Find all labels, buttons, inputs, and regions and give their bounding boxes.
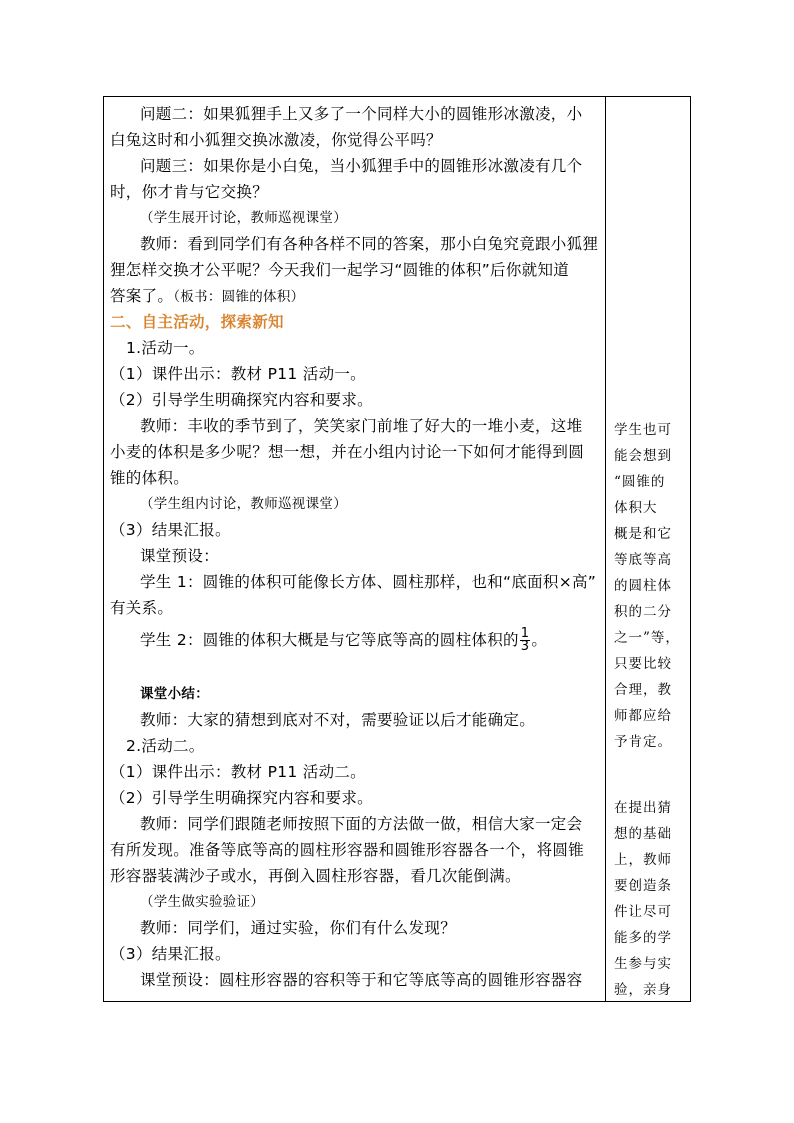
side-note-1-line: 能会想到 (614, 448, 672, 464)
teacher-experiment-line2: 有所发现。准备等底等高的圆柱形容器和圆锥形容器各一个，将圆锥 (110, 841, 585, 859)
section-heading-2: 二、自主活动，探索新知 (110, 313, 284, 331)
teacher-line1: 教师：看到同学们有各种各样不同的答案，那小白兔究竟跟小狐狸 (140, 235, 599, 253)
summary-title: 课堂小结： (140, 686, 209, 702)
question-two-line1: 问题二：如果狐狸手上又多了一个同样大小的圆锥形冰激凌，小 (140, 105, 583, 123)
side-note-2-line: 想的基础 (614, 826, 672, 842)
teacher-line3 (110, 286, 304, 307)
class-preset-label: 课堂预设： (140, 547, 220, 565)
question-three-line2: 时，你才肯与它交换？ (110, 183, 269, 201)
activity-one-step2: （2）引导学生明确探究内容和要求。 (110, 391, 373, 409)
side-note-1-line: 积的二分 (614, 604, 672, 620)
column-divider (605, 96, 606, 1002)
question-three-line1: 问题三：如果你是小白兔，当小狐狸手中的圆锥形冰激凌有几个 (140, 157, 583, 175)
activity-two-step1: （1）课件出示：教材 P11 活动二。 (110, 763, 366, 781)
one-third-fraction (520, 628, 531, 653)
activity-two-step3: （3）结果汇报。 (110, 945, 231, 963)
teacher-wheat-line3: 锥的体积。 (110, 469, 190, 487)
group-discussion-note: （学生组内讨论，教师巡视课堂） (140, 496, 347, 512)
activity-two-step2: （2）引导学生明确探究内容和要求。 (110, 789, 373, 807)
fraction-numerator: 1 (520, 626, 530, 641)
activity-one-step1: （1）课件出示：教材 P11 活动一。 (110, 365, 366, 383)
side-note-1-line: 学生也可 (614, 422, 672, 438)
side-note-2-line: 生参与实 (614, 956, 672, 972)
side-note-2-line: 能多的学 (614, 930, 672, 946)
side-note-1-line: 师都应给 (614, 708, 672, 724)
side-note-2-line: 上，教师 (614, 852, 672, 868)
side-note-1-line: 只要比较 (614, 656, 672, 672)
teacher-wheat-line1: 教师：丰收的季节到了，笑笑家门前堆了好大的一堆小麦，这堆 (140, 417, 583, 435)
teacher-question: 教师：同学们，通过实验，你们有什么发现？ (140, 919, 457, 937)
activity-two-title: 2.活动二。 (126, 737, 205, 755)
side-note-1-line: “圆锥的 (614, 474, 666, 490)
side-note-1-line: 予肯定。 (614, 734, 672, 750)
student1-line1: 学生 1：圆锥的体积可能像长方体、圆柱那样，也和“底面积×高” (140, 573, 597, 591)
teacher-wheat-line2: 小麦的体积是多少呢？想一想，并在小组内讨论一下如何才能得到圆 (110, 443, 585, 461)
side-note-1-line: 等底等高 (614, 552, 672, 568)
board-note: （板书：圆锥的体积） (173, 289, 305, 305)
side-note-2-line: 验，亲身 (614, 982, 672, 998)
side-note-1-line: 合理，教 (614, 682, 672, 698)
teacher-line3-text: 答案了。 (110, 287, 174, 305)
question-two-line2: 白兔这时和小狐狸交换冰激凌，你觉得公平吗？ (110, 131, 442, 149)
side-note-1-line: 体积大 (614, 500, 658, 516)
fraction-denominator: 3 (520, 639, 530, 654)
student1-line2: 有关系。 (110, 599, 174, 617)
student-discussion-note: （学生展开讨论，教师巡视课堂） (140, 210, 347, 226)
teacher-line2: 狸怎样交换才公平呢？今天我们一起学习“圆锥的体积”后你就知道 (110, 261, 570, 279)
side-note-2-line: 在提出猜 (614, 800, 672, 816)
side-note-1-line: 之一”等， (614, 630, 680, 646)
student2-end: 。 (531, 631, 548, 649)
teacher-experiment-line3: 形容器装满沙子或水，再倒入圆柱形容器，看几次能倒满。 (110, 867, 521, 885)
teacher-summary: 教师：大家的猜想到底对不对，需要验证以后才能确定。 (140, 711, 536, 729)
experiment-note: （学生做实验验证） (140, 894, 265, 910)
activity-one-title: 1.活动一。 (126, 339, 205, 357)
side-note-1-line: 概是和它 (614, 526, 672, 542)
side-note-2-line: 件让尽可 (614, 904, 672, 920)
activity-one-step3: （3）结果汇报。 (110, 521, 231, 539)
class-preset-2: 课堂预设：圆柱形容器的容积等于和它等底等高的圆锥形容器容 (140, 971, 583, 989)
side-note-2-line: 要创造条 (614, 878, 672, 894)
teacher-experiment-line1: 教师：同学们跟随老师按照下面的方法做一做，相信大家一定会 (140, 815, 583, 833)
side-note-1-line: 的圆柱体 (614, 578, 672, 594)
student2-line (140, 628, 547, 653)
student2-text: 学生 2：圆锥的体积大概是与它等底等高的圆柱体积的 (140, 631, 519, 649)
